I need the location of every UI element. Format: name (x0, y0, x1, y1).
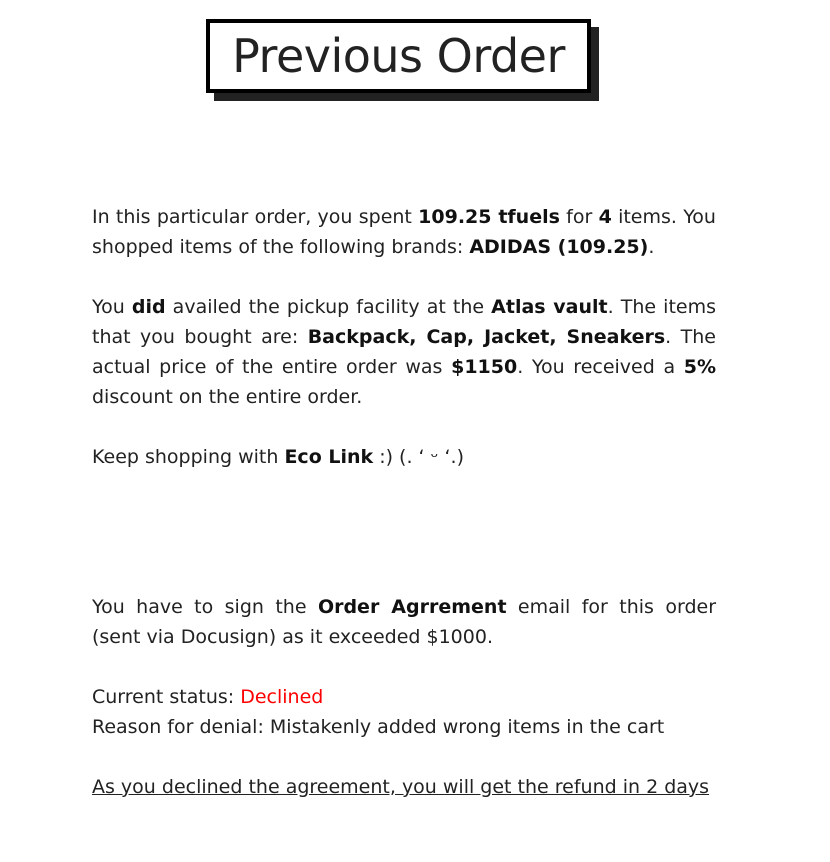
agreement-doc-name: Order Agrrement (317, 596, 507, 618)
agreement-paragraph (92, 592, 716, 652)
pickup-paragraph (92, 292, 716, 412)
status-badge: Declined (240, 686, 324, 708)
did-emphasis: did (131, 296, 166, 318)
summary-text: for (559, 206, 599, 228)
status-line (92, 682, 716, 712)
summary-paragraph (92, 202, 716, 262)
closing-paragraph (92, 442, 716, 472)
closing-text: Keep shopping with (92, 446, 285, 468)
summary-text: . (648, 236, 655, 258)
purchased-items: Backpack, Cap, Jacket, Sneakers (307, 326, 666, 348)
order-details (92, 202, 716, 802)
status-label: Current status: (92, 686, 241, 708)
summary-text: In this particular order, you spent (92, 206, 419, 228)
summary-text: items. You shopped items of the following brands: (92, 206, 716, 258)
amount-spent: 109.25 tfuels (418, 206, 560, 228)
pickup-text: . The actual price of the entire order was (92, 326, 716, 378)
title-banner (206, 19, 599, 100)
reason-line (92, 712, 716, 742)
reason-value: Mistakenly added wrong items in the cart (269, 716, 665, 738)
agreement-text: You have to sign the (92, 596, 318, 618)
pickup-text: . The items that you bought are: (92, 296, 717, 348)
title-box (206, 19, 591, 93)
page-title: Previous Order (232, 29, 565, 83)
pickup-text: . You received a (517, 356, 684, 378)
brand-list: ADIDAS (109.25) (469, 236, 649, 258)
pickup-location: Atlas vault (491, 296, 608, 318)
store-brand: Eco Link (284, 446, 374, 468)
item-count: 4 (598, 206, 612, 228)
refund-note: As you declined the agreement, you will get the refund in 2 days (92, 776, 710, 798)
discount-value: 5% (683, 356, 716, 378)
actual-price: $1150 (451, 356, 518, 378)
reason-label: Reason for denial: (92, 716, 270, 738)
pickup-text: You (92, 296, 132, 318)
closing-emoticon: :) (. ‘ ᵕ ‘.) (373, 446, 465, 468)
pickup-text: discount on the entire order. (92, 386, 363, 408)
pickup-text: availed the pickup facility at the (165, 296, 492, 318)
agreement-text: email for this order (sent via Docusign) as it exceeded $1000. (92, 596, 717, 648)
